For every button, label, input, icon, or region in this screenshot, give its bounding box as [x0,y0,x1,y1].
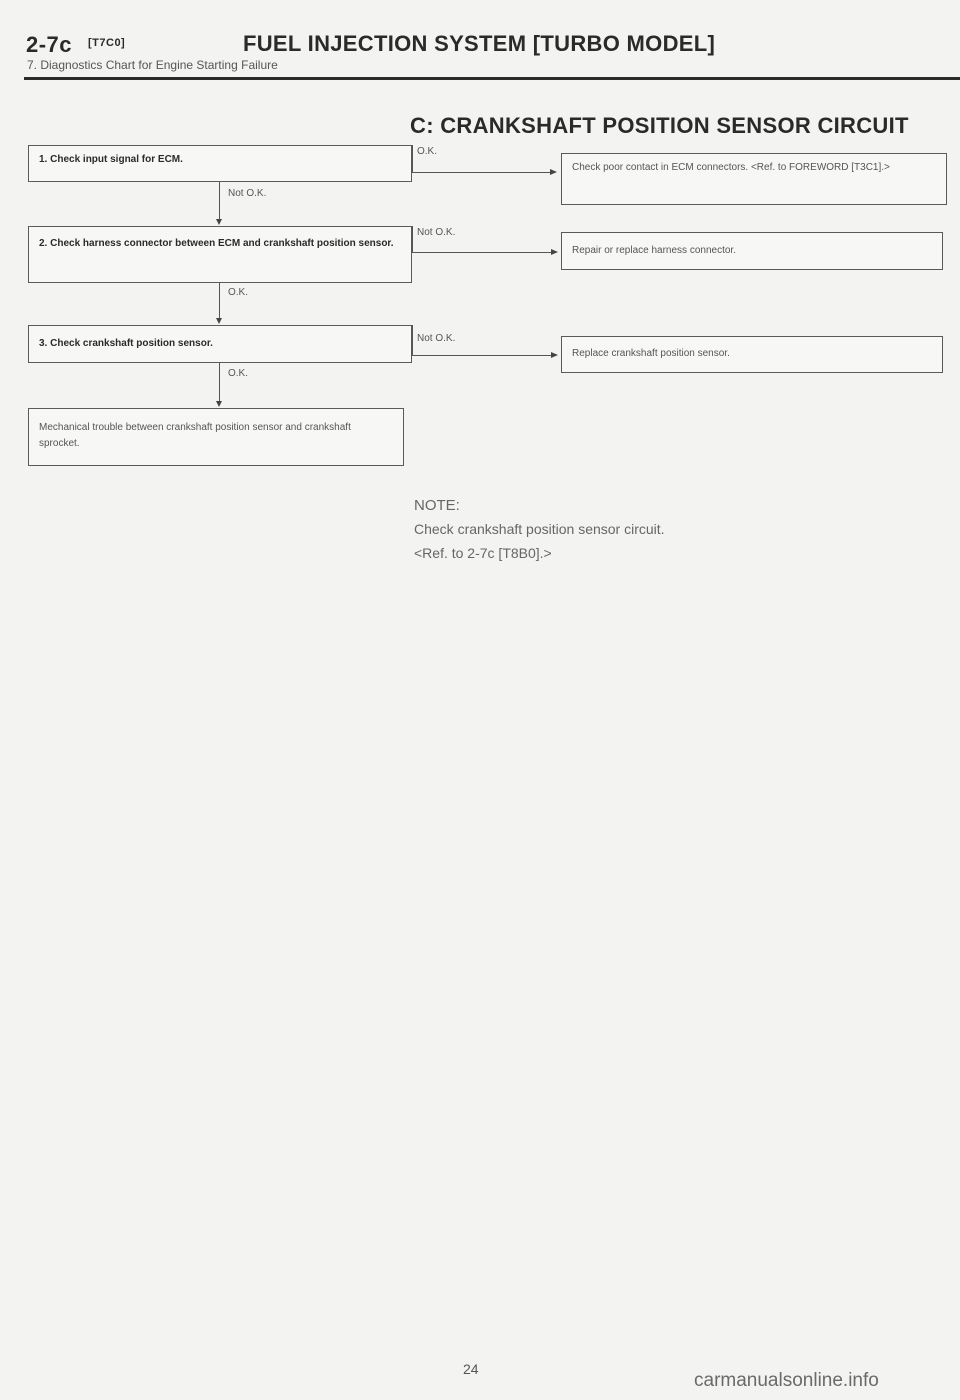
step-text: Mechanical trouble between crankshaft position sensor and crankshaft sprocket. [39,422,351,449]
page-number: 24 [463,1361,479,1377]
step-box-1 [28,145,412,182]
arrow-right-icon [551,249,558,255]
connector-line [412,226,413,252]
note-heading: NOTE: [414,497,460,514]
result-text: Replace crankshaft position sensor. [572,348,730,359]
watermark: carmanualsonline.info [694,1370,879,1391]
branch-label: O.K. [417,146,438,157]
result-box-3 [561,336,943,373]
section-title: C: CRANKSHAFT POSITION SENSOR CIRCUIT [410,113,909,138]
connector-line [412,145,413,173]
step-text: 1. Check input signal for ECM. [39,154,183,165]
connector-line [219,363,220,402]
note-reference: <Ref. to 2-7c [T8B0].> [414,545,552,561]
note-body: Check crankshaft position sensor circuit. [414,521,665,537]
down-label: Not O.K. [228,188,267,199]
connector-line [219,283,220,319]
branch-label: Not O.K. [417,333,456,344]
connector-line [412,172,551,173]
step-text: 2. Check harness connector between ECM and crankshaft position sensor. [39,238,394,249]
connector-line [412,252,552,253]
arrow-right-icon [551,352,558,358]
branch-label: Not O.K. [417,227,456,238]
step-box-4 [28,408,404,466]
down-label: O.K. [228,368,249,379]
section-number: 2-7c [26,32,73,57]
step-box-2 [28,226,412,283]
step-text: 3. Check crankshaft position sensor. [39,338,213,349]
header-rule [24,77,960,80]
result-text: Repair or replace harness connector. [572,245,736,256]
result-box-1 [561,153,947,205]
arrow-down-icon [216,318,222,324]
arrow-right-icon [550,169,557,175]
section-code: [T7C0] [88,37,126,49]
arrow-down-icon [216,401,222,407]
result-box-2 [561,232,943,270]
connector-line [412,355,552,356]
page-title: FUEL INJECTION SYSTEM [TURBO MODEL] [243,31,716,56]
page-subtitle: 7. Diagnostics Chart for Engine Starting Failure [27,58,278,72]
connector-line [219,182,220,220]
result-text: Check poor contact in ECM connectors. <Ref. to FOREWORD [T3C1].> [572,162,890,173]
connector-line [412,325,413,355]
down-label: O.K. [228,287,249,298]
arrow-down-icon [216,219,222,225]
step-box-3 [28,325,412,363]
